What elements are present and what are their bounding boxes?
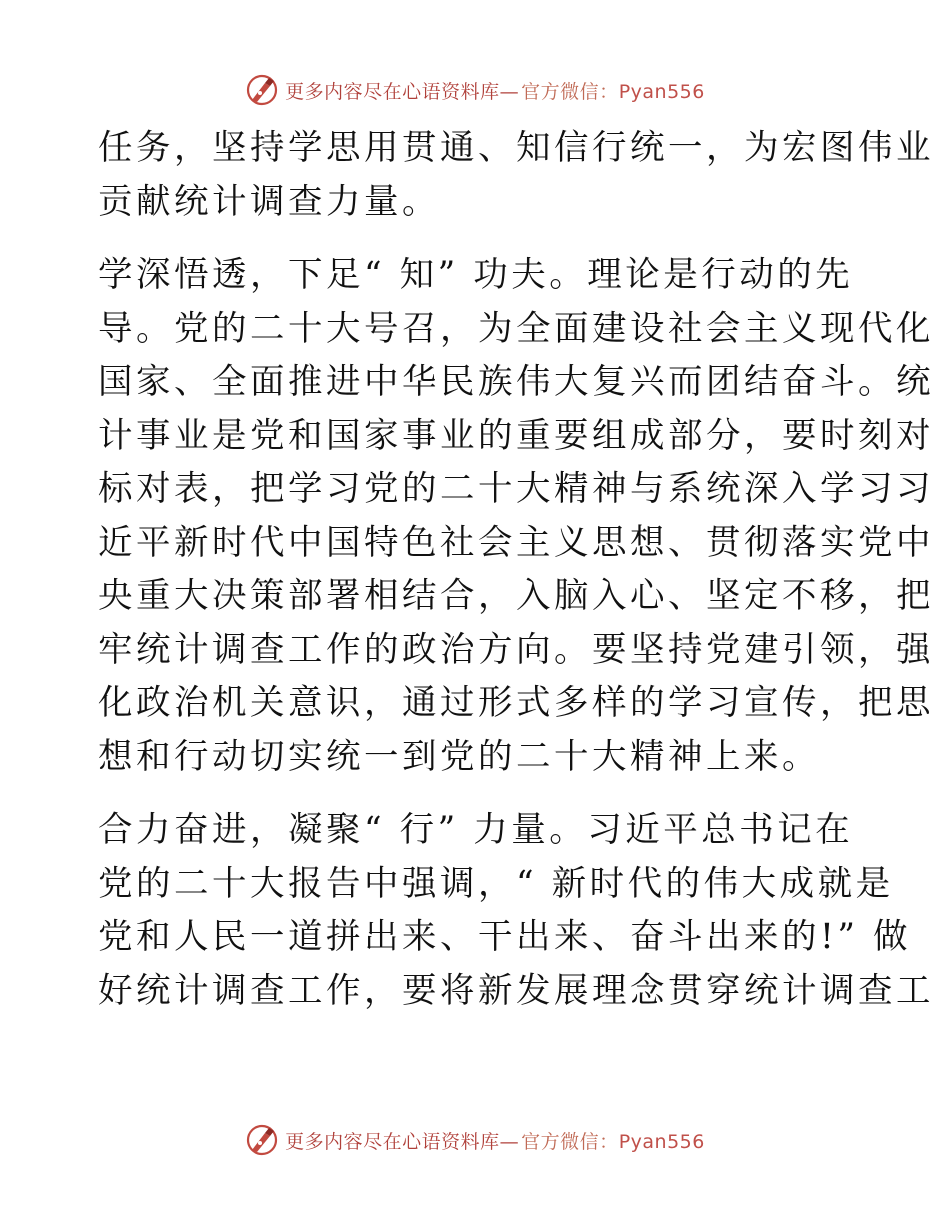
watermark-text: [285, 1127, 705, 1154]
text-line: 央重大决策部署相结合，入脑入心、坚定不移，把: [98, 576, 934, 616]
watermark-wechat-label: 官方微信：: [521, 1130, 619, 1153]
watermark-wechat-id: Pyan556: [618, 1130, 705, 1153]
text-line: 近平新时代中国特色社会主义思想、贯彻落实党中: [98, 522, 934, 563]
text-line: 牢统计调查工作的政治方向。要坚持党建引领，强: [98, 629, 934, 670]
text-line: 好统计调查工作，要将新发展理念贯穿统计调查工: [98, 970, 934, 1011]
watermark-dash: —: [499, 1130, 520, 1153]
watermark-text: [285, 77, 705, 104]
watermark-main: 更多内容尽在心语资料库: [285, 80, 500, 103]
text-line: 党和人民一道拼出来、干出来、奋斗出来的!” 做: [98, 917, 911, 957]
header-watermark: [0, 70, 950, 110]
watermark-main: 更多内容尽在心语资料库: [285, 1130, 500, 1153]
text-line: 党的二十大报告中强调，“ 新时代的伟大成就是: [98, 863, 894, 904]
pen-nib-logo-icon: [245, 73, 279, 107]
text-line: 标对表，把学习党的二十大精神与系统深入学习习: [98, 469, 934, 509]
text-line: 任务，坚持学思用贯通、知信行统一，为宏图伟业: [98, 128, 934, 168]
watermark-wechat-label: 官方微信：: [521, 80, 619, 103]
footer-watermark: [0, 1120, 950, 1160]
text-line: 想和行动切实统一到党的二十大精神上来。: [98, 736, 820, 777]
text-line: 化政治机关意识，通过形式多样的学习宣传，把思: [98, 683, 934, 723]
document-body: [98, 122, 934, 1018]
text-line: 导。党的二十大号召，为全面建设社会主义现代化: [98, 308, 934, 349]
text-line: 计事业是党和国家事业的重要组成部分，要时刻对: [98, 415, 934, 456]
watermark-dash: —: [499, 80, 520, 103]
paragraph-3: [98, 804, 934, 1018]
paragraph-2: [98, 249, 934, 784]
pen-nib-logo-icon: [245, 1123, 279, 1157]
watermark-wechat-id: Pyan556: [618, 80, 705, 103]
text-line: 国家、全面推进中华民族伟大复兴而团结奋斗。统: [98, 362, 934, 402]
text-line: 合力奋进，凝聚“ 行” 力量。习近平总书记在: [98, 810, 854, 850]
text-line: 贡献统计调查力量。: [98, 181, 440, 222]
text-line: 学深悟透，下足“ 知” 功夫。理论是行动的先: [98, 255, 854, 295]
paragraph-1: [98, 122, 934, 229]
